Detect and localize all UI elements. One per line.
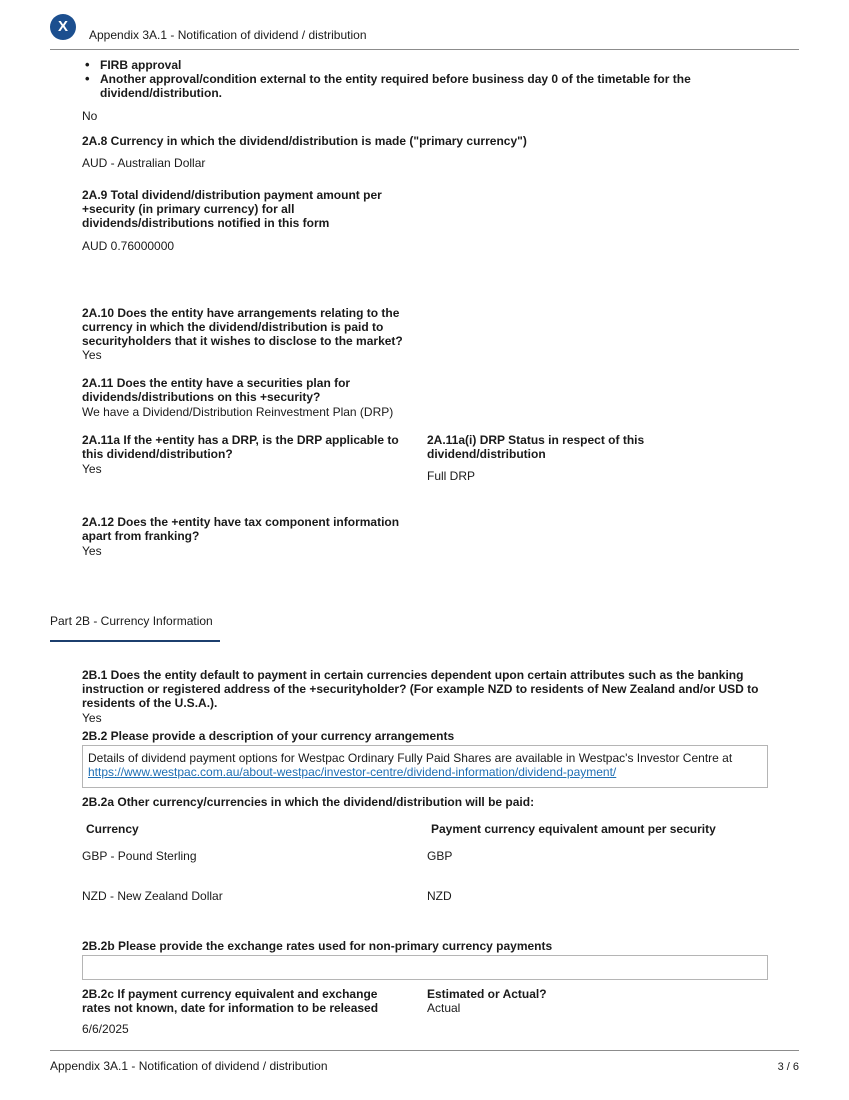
q2b2-description-text: Details of dividend payment options for Westpac Ordinary Fully Paid Shares are available in Westpac's Investor Centre at — [88, 751, 733, 765]
approvals-list — [82, 58, 762, 100]
q2b2c-label: 2B.2c If payment currency equivalent and exchange rates not known, date for information to be released — [82, 987, 379, 1015]
q2a11-label: 2A.11 Does the entity have a securities plan for dividends/distributions on this +security? — [82, 376, 351, 404]
q2a9-value: AUD 0.76000000 — [82, 239, 175, 253]
q2a9-label: 2A.9 Total dividend/distribution payment amount per +security (in primary currency) for all dividends/distributions notified in this form — [82, 188, 382, 230]
table-row-amount: NZD — [427, 889, 452, 903]
q2b2b-label: 2B.2b Please provide the exchange rates used for non-primary currency payments — [82, 939, 553, 953]
q2a8-label: 2A.8 Currency in which the dividend/distribution is made ("primary currency") — [82, 134, 527, 148]
q2a12-value: Yes — [82, 544, 102, 558]
page-number: 3 / 6 — [777, 1061, 799, 1073]
q2a11ai-label: 2A.11a(i) DRP Status in respect of this dividend/distribution — [427, 433, 645, 461]
q2a10-label: 2A.10 Does the entity have arrangements relating to the currency in which the dividend/distribution is paid to securityholders that it wishes to disclose to the market? — [82, 306, 403, 348]
q2b2a-label: 2B.2a Other currency/currencies in which the dividend/distribution will be paid: — [82, 795, 535, 809]
part2b-underline — [50, 640, 220, 642]
table-row-currency: NZD - New Zealand Dollar — [82, 889, 223, 903]
q2a11-value: We have a Dividend/Distribution Reinvestment Plan (DRP) — [82, 405, 394, 419]
currency-column-header: Currency — [86, 822, 139, 836]
table-row-amount: GBP — [427, 849, 453, 863]
part2b-title: Part 2B - Currency Information — [50, 614, 213, 628]
estimated-value: Actual — [427, 1001, 461, 1015]
list-item: • Another approval/condition external to the entity required before business day 0 of the timetable for the dividend/distribution. — [82, 72, 762, 100]
asx-logo-icon: X — [50, 14, 76, 40]
header-divider — [50, 49, 799, 50]
footer-title: Appendix 3A.1 - Notification of dividend / distribution — [50, 1059, 328, 1073]
q2b2-label: 2B.2 Please provide a description of your currency arrangements — [82, 729, 455, 743]
q2a11ai-value: Full DRP — [427, 469, 476, 483]
header-title: Appendix 3A.1 - Notification of dividend / distribution — [89, 28, 367, 42]
q2a12-label: 2A.12 Does the +entity have tax component information apart from franking? — [82, 515, 400, 543]
q2b2b-value-box — [82, 955, 768, 980]
q2b1-value: Yes — [82, 711, 102, 725]
q2b2c-value: 6/6/2025 — [82, 1022, 129, 1036]
amount-column-header: Payment currency equivalent amount per security — [431, 822, 716, 836]
table-row-currency: GBP - Pound Sterling — [82, 849, 197, 863]
list-item: • FIRB approval — [82, 58, 762, 72]
q2b2-description-box — [82, 745, 768, 788]
estimated-label: Estimated or Actual? — [427, 987, 547, 1001]
q2b1-label: 2B.1 Does the entity default to payment in certain currencies dependent upon certain attributes such as the banking instruction or registered address of the +securityholder? (For example NZD to residents of New Zealand and/or USD to residents of the U.S.A.). — [82, 668, 759, 710]
q2a8-value: AUD - Australian Dollar — [82, 156, 206, 170]
approvals-answer: No — [82, 109, 98, 123]
q2a10-value: Yes — [82, 348, 102, 362]
q2a11a-label: 2A.11a If the +entity has a DRP, is the DRP applicable to this dividend/distribution? — [82, 433, 399, 461]
q2b2-link[interactable]: https://www.westpac.com.au/about-westpac/investor-centre/dividend-information/dividend-payment/ — [88, 765, 617, 779]
q2a11a-value: Yes — [82, 462, 102, 476]
footer-divider — [50, 1050, 799, 1051]
